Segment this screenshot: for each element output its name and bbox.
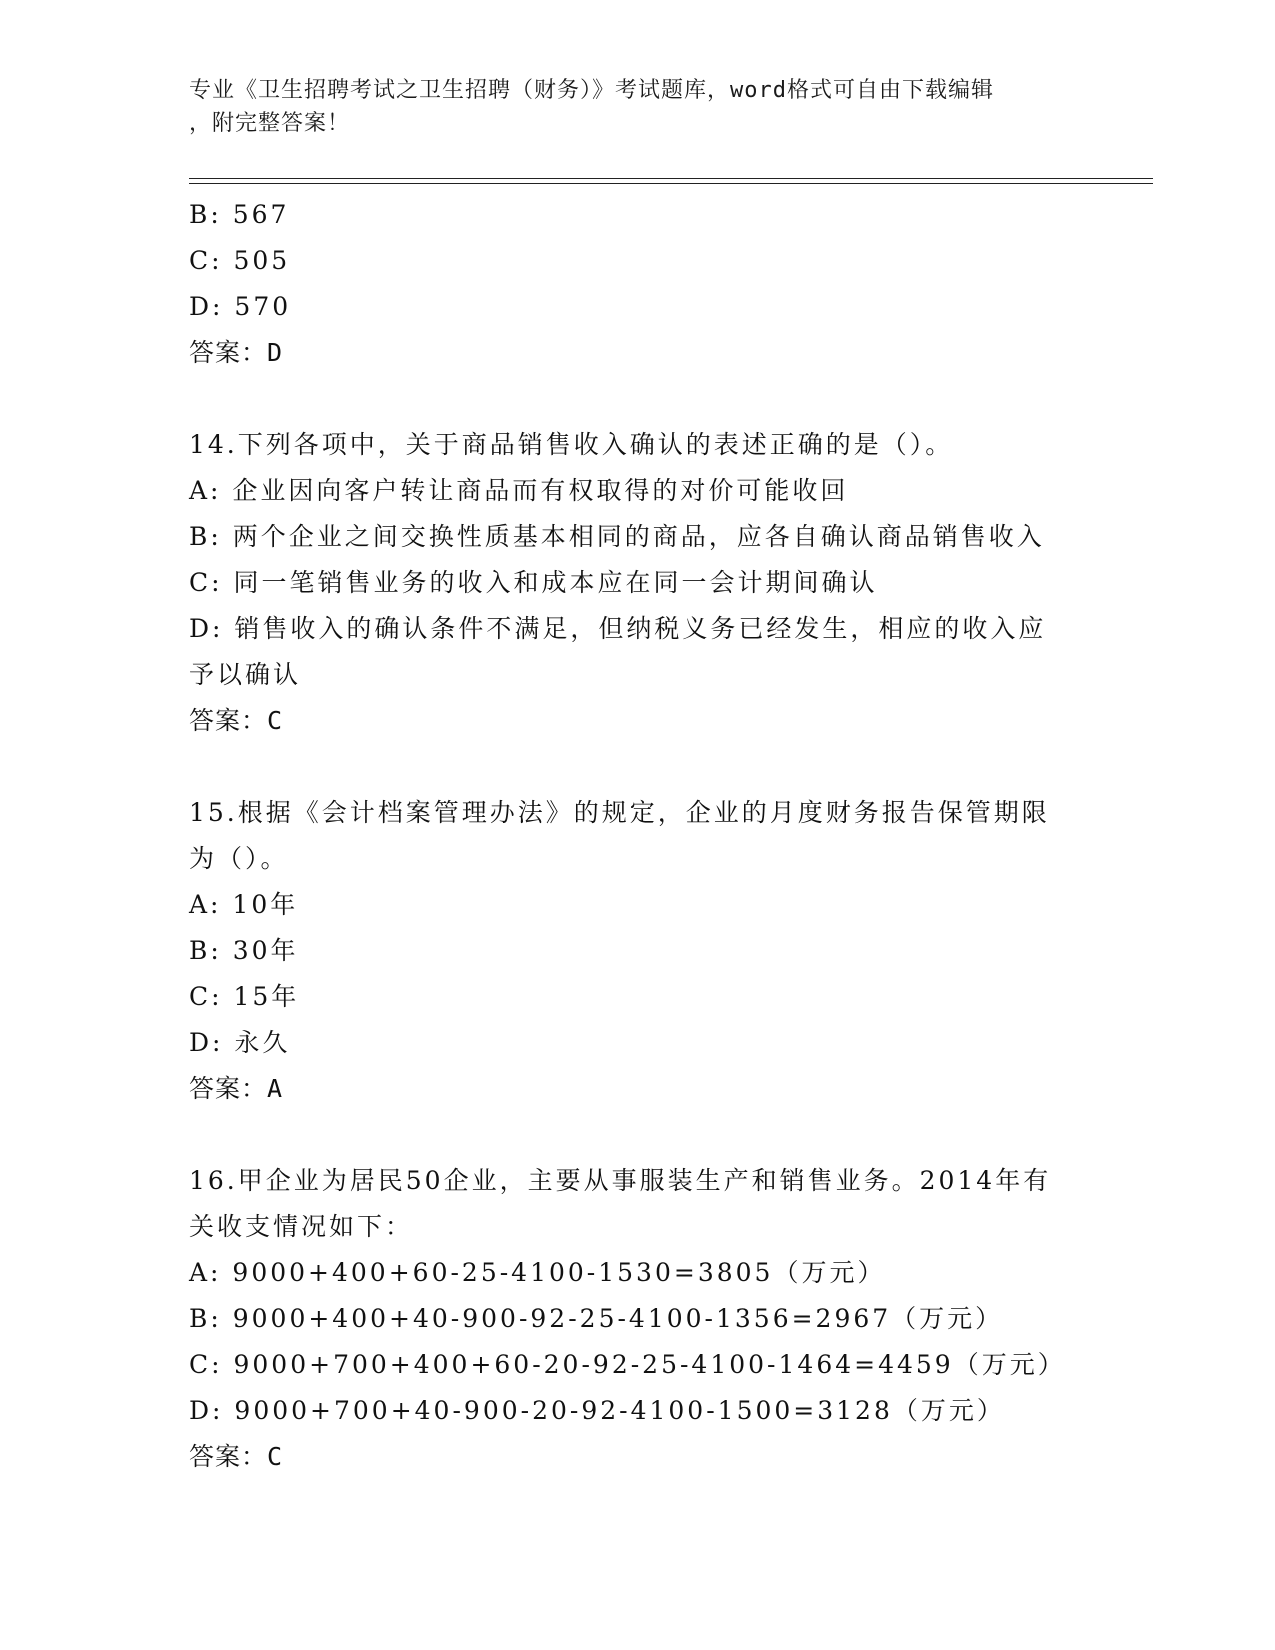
question-content bbox=[189, 192, 1089, 1480]
option-b: B: 9000+400+40-900-92-25-4100-1356=2967（万元） bbox=[189, 1304, 1004, 1333]
option-b: B: 30年 bbox=[189, 936, 299, 965]
answer-label: 答案：C bbox=[189, 1442, 284, 1471]
header-line-2: ，附完整答案！ bbox=[189, 111, 351, 136]
header-divider-top bbox=[189, 178, 1153, 179]
option-d: D: 销售收入的确认条件不满足，但纳税义务已经发生，相应的收入应 bbox=[189, 614, 1047, 643]
question-14 bbox=[189, 422, 1089, 744]
document-header bbox=[189, 74, 1069, 140]
option-c: C: 505 bbox=[189, 246, 291, 275]
question-stem: 15.根据《会计档案管理办法》的规定，企业的月度财务报告保管期限 bbox=[189, 798, 1050, 827]
answer-label: 答案：D bbox=[189, 338, 284, 367]
question-stem: 14.下列各项中，关于商品销售收入确认的表述正确的是（）。 bbox=[189, 430, 954, 459]
question-stem-continued: 关收支情况如下： bbox=[189, 1212, 414, 1241]
option-b: B: 567 bbox=[189, 200, 290, 229]
question-stem-continued: 为（）。 bbox=[189, 844, 289, 873]
option-b: B: 两个企业之间交换性质基本相同的商品，应各自确认商品销售收入 bbox=[189, 522, 1045, 551]
option-d: D: 570 bbox=[189, 292, 292, 321]
spacer bbox=[189, 1112, 1089, 1158]
option-a: A: 10年 bbox=[189, 890, 299, 919]
option-a: A: 9000+400+60-25-4100-1530=3805（万元） bbox=[189, 1258, 886, 1287]
answer-label: 答案：C bbox=[189, 706, 284, 735]
option-c: C: 同一笔销售业务的收入和成本应在同一会计期间确认 bbox=[189, 568, 878, 597]
option-a: A: 企业因向客户转让商品而有权取得的对价可能收回 bbox=[189, 476, 849, 505]
answer-label: 答案：A bbox=[189, 1074, 284, 1103]
option-c: C: 9000+700+400+60-20-92-25-4100-1464=4459（万元） bbox=[189, 1350, 1066, 1379]
option-d: D: 9000+700+40-900-20-92-4100-1500=3128（万元） bbox=[189, 1396, 1005, 1425]
spacer bbox=[189, 376, 1089, 422]
option-d: D: 永久 bbox=[189, 1028, 291, 1057]
spacer bbox=[189, 744, 1089, 790]
header-line-1: 专业《卫生招聘考试之卫生招聘（财务）》考试题库，word格式可自由下载编辑 bbox=[189, 78, 994, 103]
question-stem: 16.甲企业为居民50企业，主要从事服装生产和销售业务。2014年有 bbox=[189, 1166, 1052, 1195]
question-13-tail bbox=[189, 192, 1089, 376]
header-divider-bottom bbox=[189, 183, 1153, 184]
option-d-continued: 予以确认 bbox=[189, 660, 302, 689]
question-15 bbox=[189, 790, 1089, 1112]
question-16 bbox=[189, 1158, 1089, 1480]
option-c: C: 15年 bbox=[189, 982, 300, 1011]
